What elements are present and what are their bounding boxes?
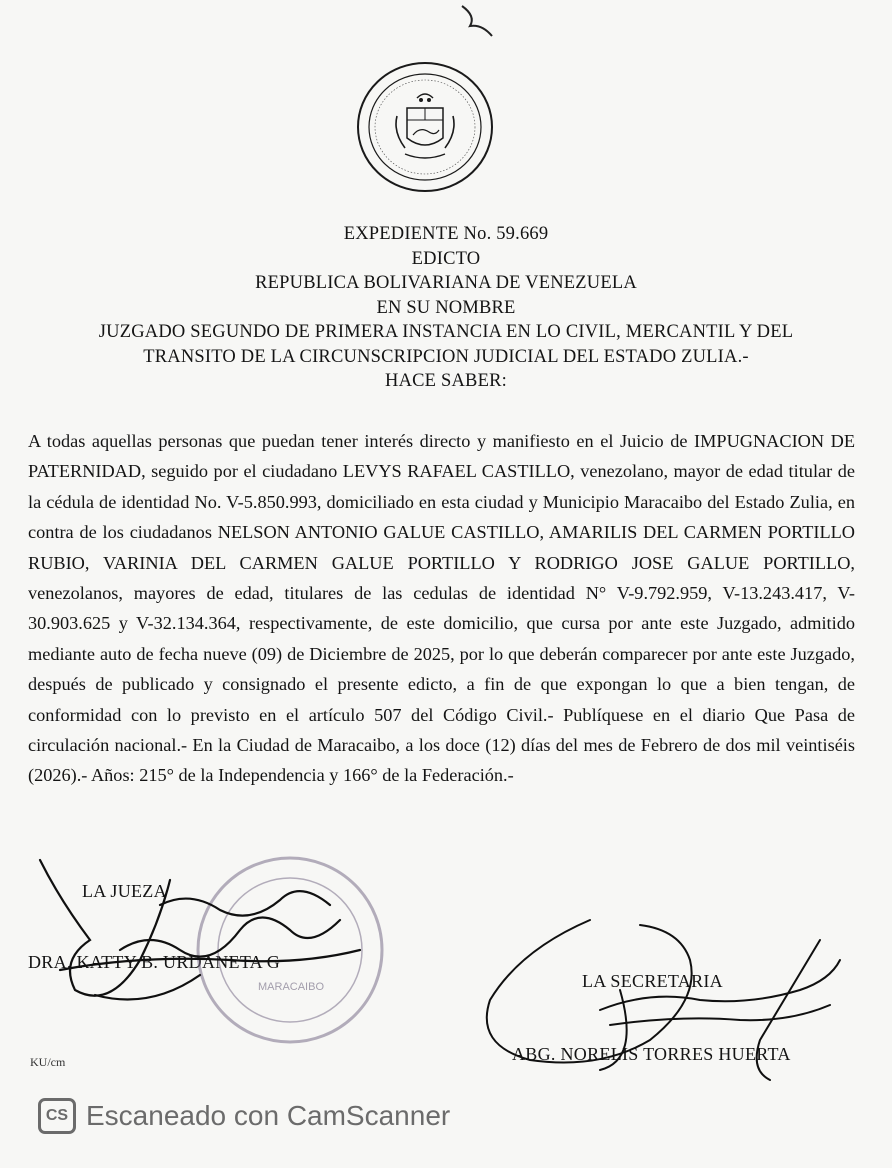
secretary-title: LA SECRETARIA (582, 971, 723, 991)
en-su-nombre: EN SU NOMBRE (376, 297, 516, 318)
edict-paragraph: A todas aquellas personas que puedan tener interés directo y manifiesto en el Juicio de IMPUGNACION DE PATERNIDAD, seguido por el ciudadano LEVYS RAFAEL CASTILLO, venezolano, mayor de edad titular de la cédula de identidad No. V-5.850.993, domiciliado en esta ciudad y Municipio Maracaibo del Estado Zulia, en contra de los ciudadanos NELSON ANTONIO GALUE CASTILLO, AMARILIS DEL CARMEN PORTILLO RUBIO, VARINIA DEL CARMEN GALUE PORTILLO Y RODRIGO JOSE GALUE PORTILLO, venezolanos, mayores de edad, titulares de las cedulas de identidad N° V-9.792.959, V-13.243.417, V-30.903.625 y V-32.134.364, respectivamente, de este domicilio, que cursa por ante este Juzgado, admitido mediante auto de fecha nueve (09) de Diciembre de 2025, por lo que deberán comparecer por ante este Juzgado, después de publicado y consignado el presente edicto, a fin de que expongan lo que a bien tengan, de conformidad con lo previsto en el artículo 507 del Código Civil.- Publíquese en el diario Que Pasa de circulación nacional.- En la Ciudad de Maracaibo, a los doce (12) días del mes de Febrero de dos mil veintiséis (2026).- Años: 215° de la Independencia y 166° de la Federación.- (28, 431, 855, 786)
court-name-line2: TRANSITO DE LA CIRCUNSCRIPCION JUDICIAL DEL ESTADO ZULIA.- (143, 346, 749, 367)
document-type: EDICTO (411, 248, 481, 269)
camscanner-text: Escaneado con CamScanner (86, 1100, 451, 1131)
typist-initials: KU/cm (30, 1055, 66, 1069)
judge-title: LA JUEZA (82, 881, 167, 901)
secretary-name: ABG. NORELIS TORRES HUERTA (512, 1044, 791, 1064)
stamp-text: MARACAIBO (258, 981, 325, 993)
hace-saber: HACE SABER: (385, 371, 507, 391)
corner-scratch-icon (462, 6, 492, 36)
judge-name: DRA. KATTY B. URDANETA G (28, 952, 281, 972)
republic-name: REPUBLICA BOLIVARIANA DE VENEZUELA (255, 273, 637, 293)
case-number: EXPEDIENTE No. 59.669 (343, 224, 549, 244)
camscanner-logo-icon: CS (38, 1098, 76, 1134)
court-name-line1: JUZGADO SEGUNDO DE PRIMERA INSTANCIA EN LO CIVIL, MERCANTIL Y DEL (98, 322, 794, 342)
secretary-signature-icon (487, 920, 840, 1080)
camscanner-watermark (38, 1096, 450, 1136)
court-stamp-icon (198, 858, 382, 1042)
